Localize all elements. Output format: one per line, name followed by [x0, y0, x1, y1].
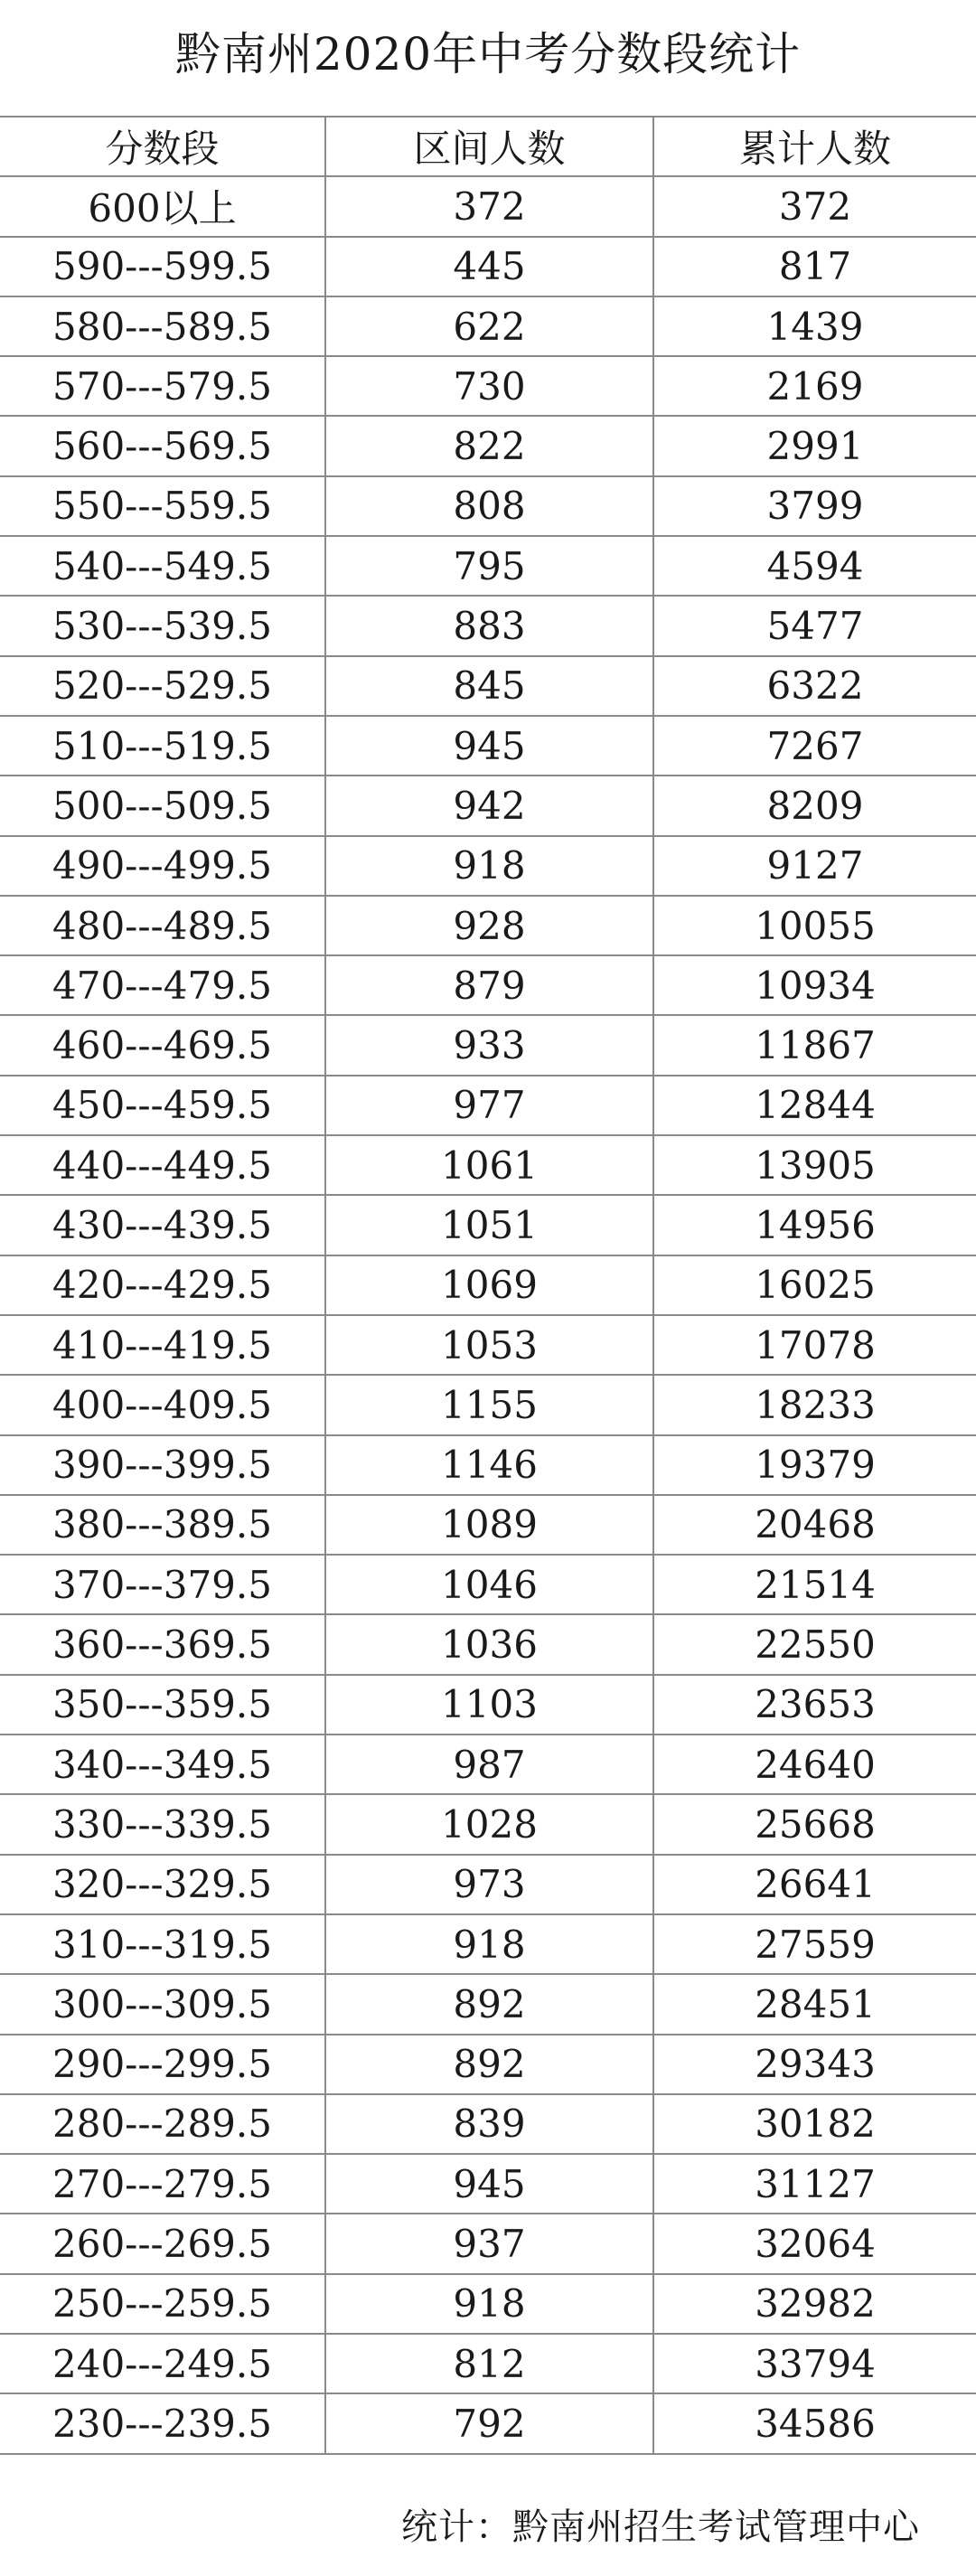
cell-score-range: 430---439.5: [0, 1195, 325, 1255]
table-row: [0, 2094, 976, 2154]
cell-interval-count: 918: [325, 2274, 653, 2334]
cell-score-range: 330---339.5: [0, 1794, 325, 1854]
cell-interval-count: 1046: [325, 1555, 653, 1614]
cell-score-range: 360---369.5: [0, 1614, 325, 1674]
cell-interval-count: 622: [325, 296, 653, 356]
cell-interval-count: 918: [325, 836, 653, 896]
table-row: [0, 1076, 976, 1135]
cell-interval-count: 1051: [325, 1195, 653, 1255]
cell-cumulative-count: 32982: [653, 2274, 976, 2334]
cell-cumulative-count: 33794: [653, 2334, 976, 2393]
header-cumulative-count: 累计人数: [653, 117, 976, 176]
cell-interval-count: 879: [325, 955, 653, 1015]
cell-cumulative-count: 31127: [653, 2154, 976, 2214]
cell-score-range: 580---589.5: [0, 296, 325, 356]
cell-score-range: 540---549.5: [0, 536, 325, 596]
header-score-range: 分数段: [0, 117, 325, 176]
table-row: [0, 896, 976, 955]
cell-interval-count: 973: [325, 1855, 653, 1914]
cell-interval-count: 892: [325, 2035, 653, 2094]
cell-cumulative-count: 25668: [653, 1794, 976, 1854]
cell-interval-count: 945: [325, 2154, 653, 2214]
table-row: [0, 2154, 976, 2214]
cell-cumulative-count: 9127: [653, 836, 976, 896]
cell-score-range: 350---359.5: [0, 1675, 325, 1735]
table-row: [0, 1195, 976, 1255]
cell-interval-count: 730: [325, 356, 653, 416]
cell-score-range: 460---469.5: [0, 1015, 325, 1075]
score-distribution-table: [0, 116, 976, 2455]
cell-cumulative-count: 7267: [653, 716, 976, 776]
cell-cumulative-count: 3799: [653, 476, 976, 536]
cell-cumulative-count: 30182: [653, 2094, 976, 2154]
cell-interval-count: 1146: [325, 1435, 653, 1495]
cell-cumulative-count: 20468: [653, 1495, 976, 1555]
table-row: [0, 536, 976, 596]
table-row: [0, 356, 976, 416]
table-header-row: [0, 117, 976, 176]
cell-cumulative-count: 5477: [653, 596, 976, 655]
cell-cumulative-count: 1439: [653, 296, 976, 356]
cell-score-range: 450---459.5: [0, 1076, 325, 1135]
cell-interval-count: 1028: [325, 1794, 653, 1854]
cell-cumulative-count: 4594: [653, 536, 976, 596]
cell-cumulative-count: 27559: [653, 1914, 976, 1974]
table-row: [0, 476, 976, 536]
table-row: [0, 1675, 976, 1735]
cell-interval-count: 808: [325, 476, 653, 536]
table-row: [0, 1735, 976, 1794]
cell-interval-count: 1036: [325, 1614, 653, 1674]
cell-score-range: 480---489.5: [0, 896, 325, 955]
table-row: [0, 1135, 976, 1195]
table-row: [0, 656, 976, 716]
cell-score-range: 420---429.5: [0, 1255, 325, 1315]
cell-score-range: 470---479.5: [0, 955, 325, 1015]
table-row: [0, 716, 976, 776]
table-row: [0, 416, 976, 475]
cell-cumulative-count: 13905: [653, 1135, 976, 1195]
cell-cumulative-count: 12844: [653, 1076, 976, 1135]
cell-cumulative-count: 32064: [653, 2214, 976, 2273]
cell-score-range: 240---249.5: [0, 2334, 325, 2393]
cell-cumulative-count: 10934: [653, 955, 976, 1015]
table-row: [0, 1974, 976, 2034]
cell-interval-count: 918: [325, 1914, 653, 1974]
table-row: [0, 1375, 976, 1434]
table-row: [0, 237, 976, 296]
cell-cumulative-count: 11867: [653, 1015, 976, 1075]
cell-score-range: 490---499.5: [0, 836, 325, 896]
cell-cumulative-count: 372: [653, 176, 976, 236]
cell-score-range: 340---349.5: [0, 1735, 325, 1794]
table-row: [0, 776, 976, 835]
cell-interval-count: 445: [325, 237, 653, 296]
cell-score-range: 280---289.5: [0, 2094, 325, 2154]
table-row: [0, 1855, 976, 1914]
cell-cumulative-count: 2991: [653, 416, 976, 475]
cell-score-range: 590---599.5: [0, 237, 325, 296]
table-row: [0, 1255, 976, 1315]
cell-cumulative-count: 17078: [653, 1315, 976, 1375]
table-row: [0, 1015, 976, 1075]
table-row: [0, 836, 976, 896]
cell-interval-count: 1069: [325, 1255, 653, 1315]
cell-score-range: 230---239.5: [0, 2393, 325, 2453]
table-body: [0, 176, 976, 2453]
header-interval-count: 区间人数: [325, 117, 653, 176]
cell-interval-count: 933: [325, 1015, 653, 1075]
table-row: [0, 955, 976, 1015]
cell-interval-count: 372: [325, 176, 653, 236]
cell-interval-count: 812: [325, 2334, 653, 2393]
cell-interval-count: 892: [325, 1974, 653, 2034]
table-row: [0, 1555, 976, 1614]
cell-interval-count: 937: [325, 2214, 653, 2273]
cell-interval-count: 839: [325, 2094, 653, 2154]
cell-cumulative-count: 6322: [653, 656, 976, 716]
cell-cumulative-count: 10055: [653, 896, 976, 955]
cell-interval-count: 1061: [325, 1135, 653, 1195]
cell-score-range: 410---419.5: [0, 1315, 325, 1375]
cell-interval-count: 977: [325, 1076, 653, 1135]
table-row: [0, 2334, 976, 2393]
cell-cumulative-count: 26641: [653, 1855, 976, 1914]
table-row: [0, 1435, 976, 1495]
cell-interval-count: 845: [325, 656, 653, 716]
cell-score-range: 560---569.5: [0, 416, 325, 475]
cell-score-range: 380---389.5: [0, 1495, 325, 1555]
cell-cumulative-count: 22550: [653, 1614, 976, 1674]
cell-score-range: 260---269.5: [0, 2214, 325, 2273]
cell-interval-count: 1103: [325, 1675, 653, 1735]
cell-score-range: 390---399.5: [0, 1435, 325, 1495]
cell-interval-count: 928: [325, 896, 653, 955]
cell-score-range: 300---309.5: [0, 1974, 325, 2034]
table-row: [0, 1914, 976, 1974]
cell-cumulative-count: 28451: [653, 1974, 976, 2034]
cell-score-range: 310---319.5: [0, 1914, 325, 1974]
cell-score-range: 370---379.5: [0, 1555, 325, 1614]
cell-cumulative-count: 16025: [653, 1255, 976, 1315]
table-row: [0, 2035, 976, 2094]
cell-interval-count: 792: [325, 2393, 653, 2453]
cell-cumulative-count: 18233: [653, 1375, 976, 1434]
cell-cumulative-count: 8209: [653, 776, 976, 835]
cell-interval-count: 945: [325, 716, 653, 776]
table-row: [0, 176, 976, 236]
table-row: [0, 1315, 976, 1375]
table-row: [0, 1495, 976, 1555]
cell-cumulative-count: 29343: [653, 2035, 976, 2094]
cell-cumulative-count: 23653: [653, 1675, 976, 1735]
cell-score-range: 530---539.5: [0, 596, 325, 655]
cell-interval-count: 822: [325, 416, 653, 475]
cell-cumulative-count: 817: [653, 237, 976, 296]
cell-interval-count: 987: [325, 1735, 653, 1794]
cell-score-range: 290---299.5: [0, 2035, 325, 2094]
cell-score-range: 600以上: [0, 176, 325, 236]
cell-interval-count: 883: [325, 596, 653, 655]
cell-score-range: 510---519.5: [0, 716, 325, 776]
cell-score-range: 320---329.5: [0, 1855, 325, 1914]
table-row: [0, 1614, 976, 1674]
page-title: 黔南州2020年中考分数段统计: [174, 28, 802, 80]
table-row: [0, 1794, 976, 1854]
cell-score-range: 550---559.5: [0, 476, 325, 536]
cell-cumulative-count: 34586: [653, 2393, 976, 2453]
cell-cumulative-count: 24640: [653, 1735, 976, 1794]
cell-cumulative-count: 21514: [653, 1555, 976, 1614]
table-row: [0, 2274, 976, 2334]
cell-score-range: 500---509.5: [0, 776, 325, 835]
source-note: 统计：黔南州招生考试管理中心: [401, 2506, 920, 2548]
cell-score-range: 520---529.5: [0, 656, 325, 716]
table-row: [0, 2214, 976, 2273]
cell-interval-count: 1155: [325, 1375, 653, 1434]
cell-interval-count: 795: [325, 536, 653, 596]
cell-score-range: 400---409.5: [0, 1375, 325, 1434]
cell-interval-count: 942: [325, 776, 653, 835]
cell-cumulative-count: 14956: [653, 1195, 976, 1255]
cell-interval-count: 1053: [325, 1315, 653, 1375]
cell-interval-count: 1089: [325, 1495, 653, 1555]
cell-cumulative-count: 2169: [653, 356, 976, 416]
cell-cumulative-count: 19379: [653, 1435, 976, 1495]
cell-score-range: 570---579.5: [0, 356, 325, 416]
cell-score-range: 250---259.5: [0, 2274, 325, 2334]
table-row: [0, 2393, 976, 2453]
cell-score-range: 270---279.5: [0, 2154, 325, 2214]
table-row: [0, 596, 976, 655]
table-row: [0, 296, 976, 356]
cell-score-range: 440---449.5: [0, 1135, 325, 1195]
